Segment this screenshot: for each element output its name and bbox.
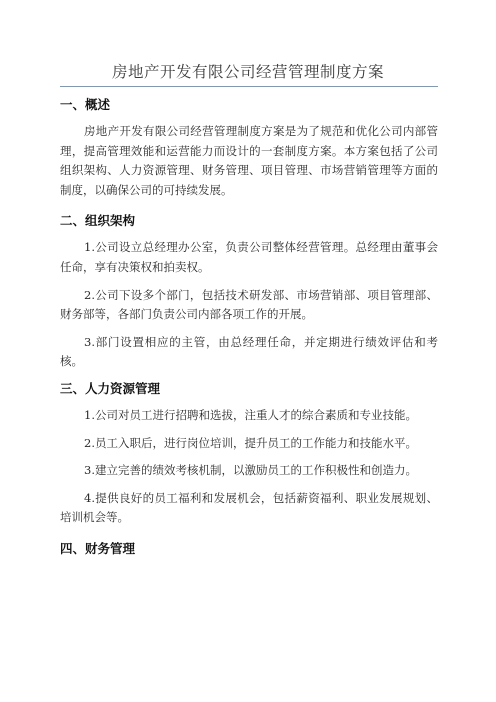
paragraph: 2.员工入职后，进行岗位培训，提升员工的工作能力和技能水平。 <box>84 435 417 450</box>
section-heading-organization: 二、组织架构 <box>60 213 136 229</box>
paragraph: 3.部门设置相应的主管，由总经理任命，并定期进行绩效评估和考核。 <box>60 334 438 369</box>
section-heading-human-resources: 三、人力资源管理 <box>60 380 161 396</box>
document-body <box>60 94 438 558</box>
paragraph: 房地产开发有限公司经营管理制度方案是为了规范和优化公司内部管理，提高管理效能和运营能力而设计的一套制度方案。本方案包括了公司组织架构、人力资源管理、财务管理、项目管理、市场营销管理等方面的制度，以确保公司的可持续发展。 <box>60 124 438 197</box>
paragraph: 1.公司设立总经理办公室，负责公司整体经营管理。总经理由董事会任命，享有决策权和拍卖权。 <box>60 240 438 274</box>
paragraph: 1.公司对员工进行招聘和选拔，注重人才的综合素质和专业技能。 <box>84 407 417 422</box>
title-underline <box>60 86 438 87</box>
paragraph: 3.建立完善的绩效考核机制，以激励员工的工作积极性和创造力。 <box>84 463 417 478</box>
paragraph: 4.提供良好的员工福利和发展机会，包括薪资福利、职业发展规划、培训机会等。 <box>60 490 438 525</box>
document-title: 房地产开发有限公司经营管理制度方案 <box>111 63 384 81</box>
paragraph: 2.公司下设多个部门，包括技术研发部、市场营销部、项目管理部、财务部等，各部门负责公司内部各项工作的开展。 <box>60 287 438 322</box>
section-heading-finance: 四、财务管理 <box>60 540 136 556</box>
section-heading-overview: 一、概述 <box>60 97 111 112</box>
